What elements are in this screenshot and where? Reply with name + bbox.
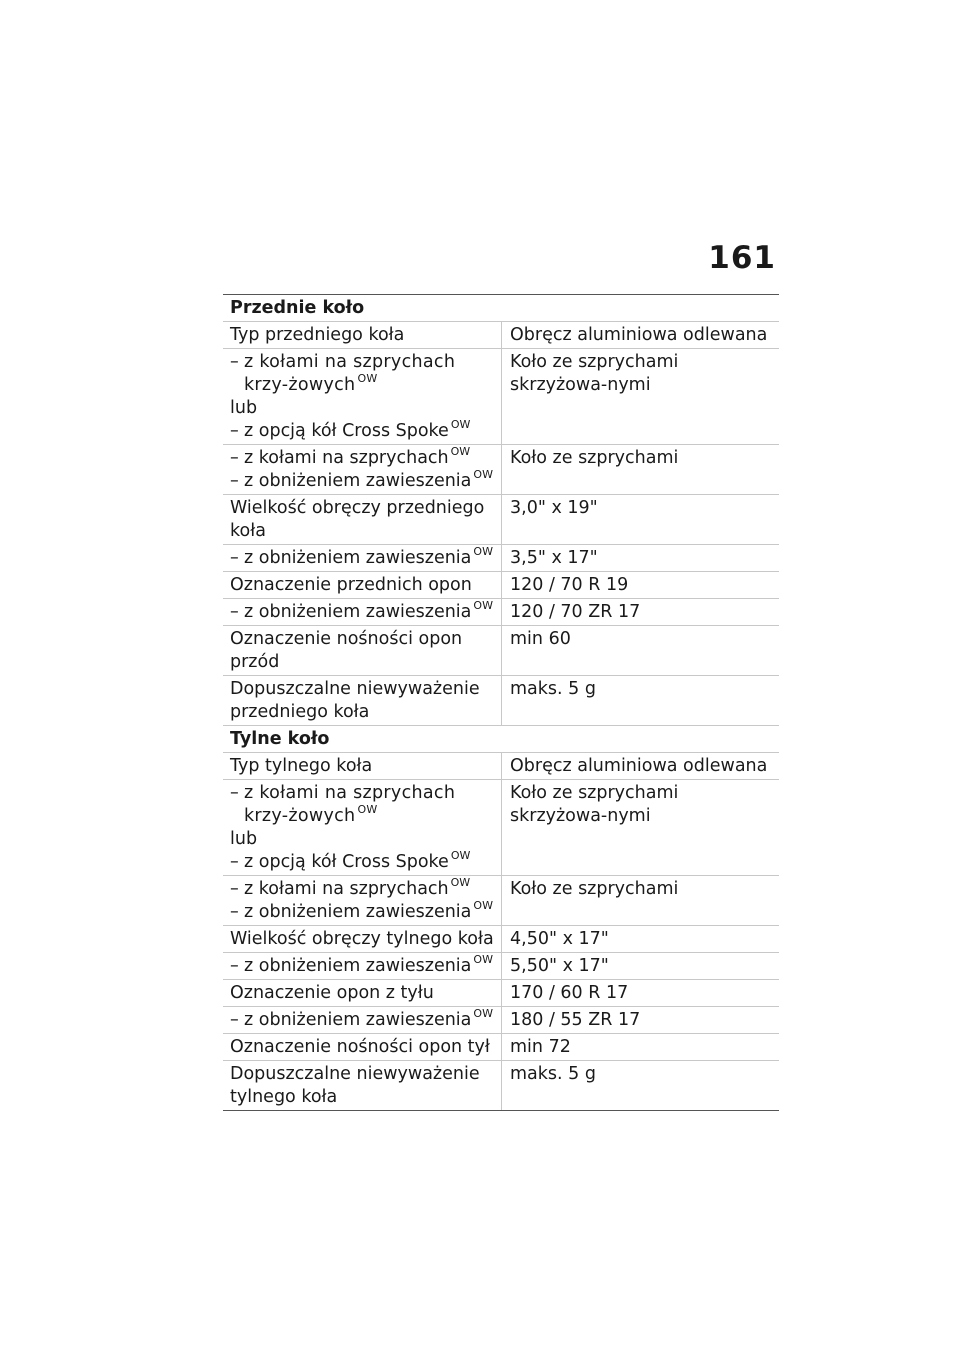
- ow-mark: OW: [473, 1007, 493, 1020]
- section-front-wheel: [223, 295, 779, 322]
- variant-wire-spoke: z kołami na szprychach: [244, 448, 449, 468]
- variant-wire-spoke: z kołami na szprychach: [244, 879, 449, 899]
- variant-lowered: z obniżeniem zawieszenia: [244, 956, 472, 976]
- spec-value: Koło ze szprychami: [502, 876, 780, 926]
- ow-mark: OW: [450, 445, 471, 458]
- spec-label: Oznaczenie nośności opon tył: [223, 1034, 502, 1061]
- table-row: [223, 1007, 779, 1034]
- table-row: [223, 1034, 779, 1061]
- spec-value: 5,50" x 17": [502, 953, 780, 980]
- spec-value: 120 / 70 ZR 17: [502, 599, 780, 626]
- table-row: [223, 599, 779, 626]
- spec-label: Dopuszczalne niewyważenie tylnego koła: [223, 1061, 502, 1111]
- table-row: [223, 495, 779, 545]
- ow-mark: OW: [357, 803, 378, 816]
- spec-value: min 60: [502, 626, 780, 676]
- variant-lowered: z obniżeniem zawieszenia: [244, 471, 472, 491]
- spec-value: 120 / 70 R 19: [502, 572, 780, 599]
- spec-label: Dopuszczalne niewyważenie przedniego koła: [223, 676, 502, 726]
- table-row: [223, 626, 779, 676]
- table-row: [223, 676, 779, 726]
- spec-label: Oznaczenie opon z tyłu: [223, 980, 502, 1007]
- section-rear-wheel: [223, 726, 779, 753]
- spec-label: Oznaczenie nośności opon przód: [223, 626, 502, 676]
- variant-spoke: z kołami na szprychach krzy-żowych: [244, 783, 456, 826]
- spec-label: [223, 349, 502, 445]
- variant-cross-spoke: z opcją kół Cross Spoke: [244, 852, 449, 872]
- table-row: [223, 876, 779, 926]
- spec-value: 3,5" x 17": [502, 545, 780, 572]
- spec-label: [223, 545, 502, 572]
- spec-value: 170 / 60 R 17: [502, 980, 780, 1007]
- spec-value: min 72: [502, 1034, 780, 1061]
- spec-value: 180 / 55 ZR 17: [502, 1007, 780, 1034]
- spec-label: Wielkość obręczy przedniego koła: [223, 495, 502, 545]
- ow-mark: OW: [450, 876, 471, 889]
- ow-mark: OW: [357, 372, 378, 385]
- ow-mark: OW: [450, 849, 471, 862]
- table-row: [223, 1061, 779, 1111]
- table-row: [223, 753, 779, 780]
- table-row: [223, 980, 779, 1007]
- spec-value: maks. 5 g: [502, 676, 780, 726]
- variant-lowered: z obniżeniem zawieszenia: [244, 548, 472, 568]
- spec-value: 4,50" x 17": [502, 926, 780, 953]
- ow-mark: OW: [473, 468, 493, 481]
- spec-label: Typ przedniego koła: [223, 322, 502, 349]
- variant-lowered: z obniżeniem zawieszenia: [244, 602, 472, 622]
- spec-label: Wielkość obręczy tylnego koła: [223, 926, 502, 953]
- section-heading: Przednie koło: [223, 295, 779, 322]
- spec-label: [223, 445, 502, 495]
- table-row: [223, 926, 779, 953]
- spec-label: Oznaczenie przednich opon: [223, 572, 502, 599]
- spec-label: [223, 780, 502, 876]
- ow-mark: OW: [473, 599, 493, 612]
- table-row: [223, 445, 779, 495]
- spec-value: maks. 5 g: [502, 1061, 780, 1111]
- table-row: [223, 545, 779, 572]
- spec-value: Koło ze szprychami: [502, 445, 780, 495]
- spec-value: Obręcz aluminiowa odlewana: [502, 322, 780, 349]
- variant-lowered: z obniżeniem zawieszenia: [244, 902, 472, 922]
- table-row: [223, 322, 779, 349]
- spec-value: 3,0" x 19": [502, 495, 780, 545]
- spec-label: [223, 876, 502, 926]
- spec-label: [223, 599, 502, 626]
- spec-value: Koło ze szprychami skrzyżowa-nymi: [502, 349, 780, 445]
- table-row: [223, 349, 779, 445]
- spec-value: Koło ze szprychami skrzyżowa-nymi: [502, 780, 780, 876]
- ow-mark: OW: [473, 545, 493, 558]
- variant-cross-spoke: z opcją kół Cross Spoke: [244, 421, 449, 441]
- section-heading: Tylne koło: [223, 726, 779, 753]
- ow-mark: OW: [473, 953, 493, 966]
- ow-mark: OW: [450, 418, 471, 431]
- spec-label: Typ tylnego koła: [223, 753, 502, 780]
- table-row: [223, 953, 779, 980]
- table-row: [223, 780, 779, 876]
- page-number: 161: [708, 240, 776, 276]
- spec-value: Obręcz aluminiowa odlewana: [502, 753, 780, 780]
- spec-label: [223, 1007, 502, 1034]
- variant-or: lub: [230, 829, 258, 849]
- variant-spoke: z kołami na szprychach krzy-żowych: [244, 352, 456, 395]
- wheel-spec-table: [223, 294, 779, 1111]
- ow-mark: OW: [473, 899, 493, 912]
- variant-lowered: z obniżeniem zawieszenia: [244, 1010, 472, 1030]
- variant-or: lub: [230, 398, 258, 418]
- table-row: [223, 572, 779, 599]
- spec-label: [223, 953, 502, 980]
